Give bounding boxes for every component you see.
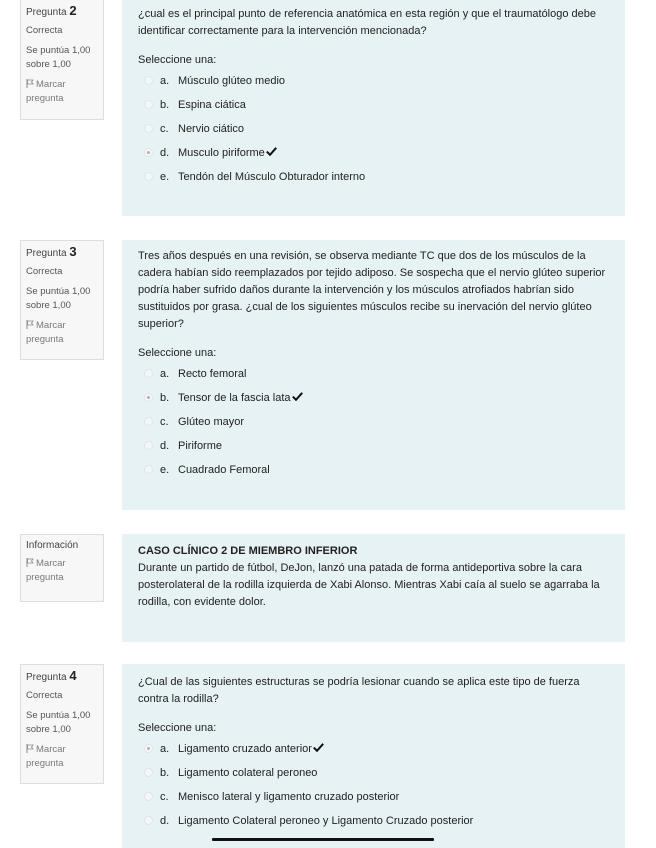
question-state: Correcta bbox=[26, 266, 63, 277]
answer-prompt: Seleccione una: bbox=[138, 54, 217, 66]
flag-question-link[interactable]: Marcar pregunta bbox=[26, 320, 66, 345]
flag-icon bbox=[26, 79, 34, 88]
radio-button[interactable] bbox=[144, 816, 153, 825]
question-content-2 bbox=[122, 0, 625, 216]
radio-button[interactable] bbox=[144, 369, 153, 378]
answer-option-d[interactable]: d. Musculo piriforme bbox=[138, 141, 609, 165]
question-state: Correcta bbox=[26, 690, 63, 701]
question-content-3 bbox=[122, 240, 625, 510]
question-grade: Se puntúa 1,00 sobre 1,00 bbox=[26, 45, 91, 70]
question-text: ¿Cual de las siguientes estructuras se podría lesionar cuando se aplica este tipo de fuerza contra la rodilla? bbox=[138, 676, 580, 705]
question-content-4 bbox=[122, 664, 625, 848]
radio-button[interactable] bbox=[144, 792, 153, 801]
answer-prompt: Seleccione una: bbox=[138, 347, 217, 359]
question-info-3 bbox=[20, 240, 104, 360]
answer-option-a[interactable]: a. Ligamento cruzado anterior bbox=[138, 737, 609, 761]
answer-option-b[interactable]: b. Ligamento colateral peroneo bbox=[138, 761, 609, 785]
flag-icon bbox=[26, 558, 34, 567]
correct-check-icon bbox=[292, 392, 303, 401]
question-info-2 bbox=[20, 0, 104, 120]
radio-button[interactable] bbox=[144, 100, 153, 109]
flag-question-link[interactable]: Marcar pregunta bbox=[26, 79, 66, 104]
flag-question-link[interactable]: Marcar pregunta bbox=[26, 558, 66, 583]
answer-option-c[interactable]: c. Glúteo mayor bbox=[138, 410, 609, 434]
answer-option-d[interactable]: d. Piriforme bbox=[138, 434, 609, 458]
radio-button[interactable] bbox=[144, 768, 153, 777]
answer-option-a[interactable]: a. Recto femoral bbox=[138, 362, 609, 386]
flag-question-link[interactable]: Marcar pregunta bbox=[26, 744, 66, 769]
radio-button-selected[interactable] bbox=[144, 744, 153, 753]
question-grade: Se puntúa 1,00 sobre 1,00 bbox=[26, 286, 91, 311]
answer-option-a[interactable]: a. Músculo glúteo medio bbox=[138, 69, 609, 93]
info-block-content bbox=[122, 534, 625, 642]
flag-icon bbox=[26, 744, 34, 753]
radio-button-selected[interactable] bbox=[144, 148, 153, 157]
radio-button[interactable] bbox=[144, 417, 153, 426]
flag-icon bbox=[26, 320, 34, 329]
radio-button[interactable] bbox=[144, 441, 153, 450]
question-text: Tres años después en una revisión, se observa mediante TC que dos de los músculos de la cadera habían sido reemplazados por tejido adiposo. Se sospecha que el nervio glúteo superior podría haber sufrido daños durante la intervención y los músculos atrofiados habrían sido sustituidos por grasa. ¿cual de los siguientes músculos recibe su inervación del nervio glúteo superior? bbox=[138, 250, 606, 330]
question-number: Pregunta 4 bbox=[26, 668, 77, 683]
info-block-meta bbox=[20, 534, 104, 602]
question-grade: Se puntúa 1,00 sobre 1,00 bbox=[26, 710, 91, 735]
answer-option-c[interactable]: c. Menisco lateral y ligamento cruzado posterior bbox=[138, 785, 609, 809]
scroll-indicator-bar bbox=[212, 838, 434, 841]
question-info-4 bbox=[20, 664, 104, 784]
answer-option-d[interactable]: d. Ligamento Colateral peroneo y Ligamento Cruzado posterior bbox=[138, 809, 609, 833]
question-text: ¿cual es el principal punto de referencia anatómica en esta región y que el traumatólogo debe identificar correctamente para la intervención mencionada? bbox=[138, 8, 597, 37]
info-label: Información bbox=[26, 540, 79, 551]
case-text: Durante un partido de fútbol, DeJon, lanzó una patada de forma antideportiva sobre la cara posterolateral de la rodilla izquierda de Xabi Alonso. Mientras Xabi caía al suelo se agarraba la rodilla, con evidente dolor. bbox=[138, 562, 600, 608]
question-state: Correcta bbox=[26, 25, 63, 36]
answer-option-e[interactable]: e. Cuadrado Femoral bbox=[138, 458, 609, 482]
correct-check-icon bbox=[313, 743, 324, 752]
correct-check-icon bbox=[266, 147, 277, 156]
radio-button[interactable] bbox=[144, 465, 153, 474]
case-title: CASO CLÍNICO 2 DE MIEMBRO INFERIOR bbox=[138, 545, 358, 557]
answer-option-b[interactable]: b. Tensor de la fascia lata bbox=[138, 386, 609, 410]
question-number: Pregunta 3 bbox=[26, 244, 77, 259]
answer-option-e[interactable]: e. Tendón del Músculo Obturador interno bbox=[138, 165, 609, 189]
answer-prompt: Seleccione una: bbox=[138, 722, 217, 734]
radio-button[interactable] bbox=[144, 172, 153, 181]
question-number: Pregunta 2 bbox=[26, 3, 77, 18]
answer-option-c[interactable]: c. Nervio ciático bbox=[138, 117, 609, 141]
radio-button[interactable] bbox=[144, 124, 153, 133]
radio-button[interactable] bbox=[144, 76, 153, 85]
answer-option-b[interactable]: b. Espina ciática bbox=[138, 93, 609, 117]
radio-button-selected[interactable] bbox=[144, 393, 153, 402]
